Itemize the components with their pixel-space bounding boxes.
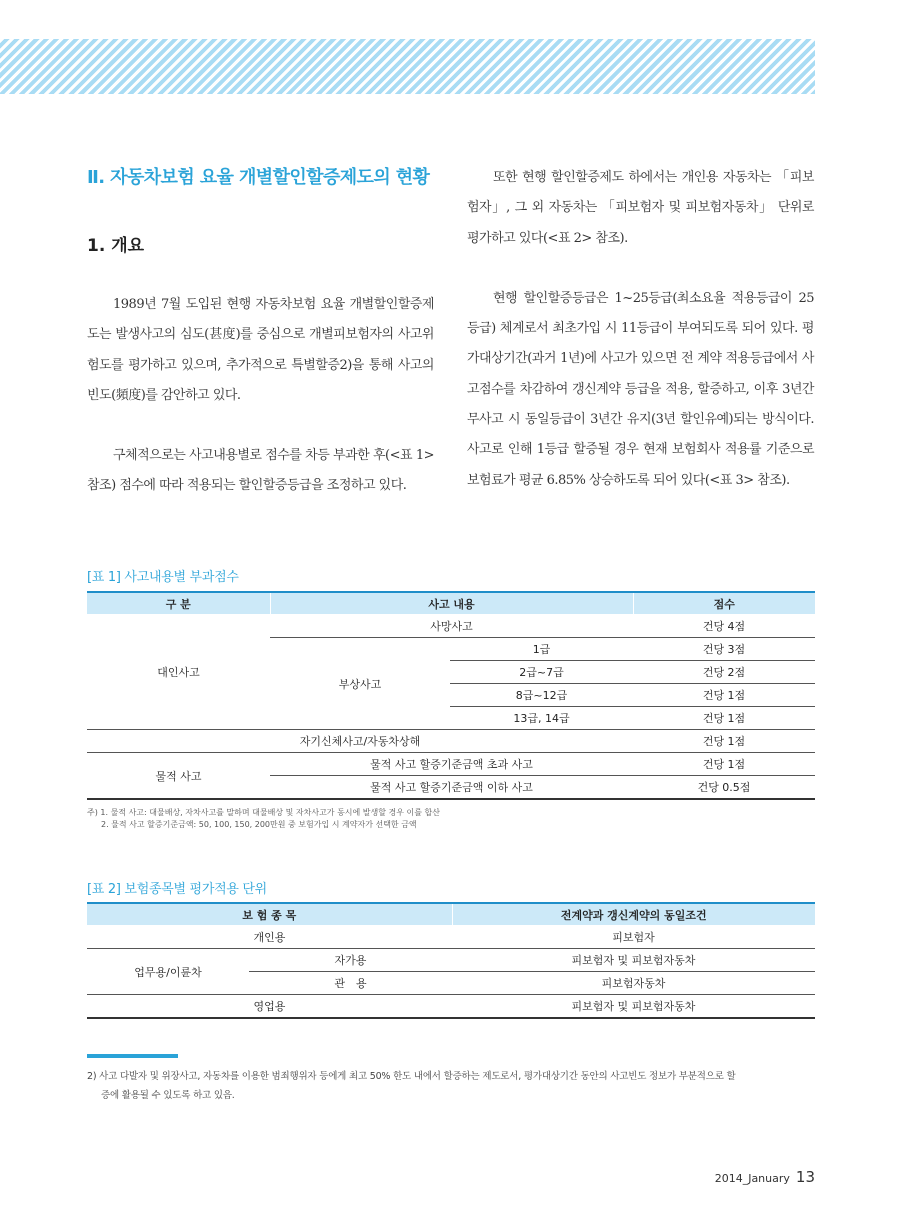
table2-personal-type: 개인용 bbox=[87, 926, 452, 949]
table2-commercial-condition: 피보험자 및 피보험자동차 bbox=[452, 995, 815, 1019]
table2-business-condition: 피보험자 및 피보험자동차 bbox=[452, 949, 815, 972]
subsection-title: 1. 개요 bbox=[87, 236, 145, 256]
right-paragraph-1: 또한 현행 할인할증제도 하에서는 개인용 자동차는 「피보험자」, 그 외 자동차는 「피보험자 및 피보험자동차」 단위로 평가하고 있다(<표 2> 참조). bbox=[467, 170, 814, 246]
table1-group-property: 물적 사고 bbox=[87, 753, 270, 800]
right-column bbox=[467, 163, 814, 496]
table-row bbox=[87, 730, 815, 753]
table1-header-score: 점수 bbox=[633, 592, 815, 615]
table2-business-type: 관 용 bbox=[249, 972, 452, 995]
page-footer bbox=[715, 1168, 815, 1186]
table2-business-condition: 피보험자동차 bbox=[452, 972, 815, 995]
table1-property-content: 물적 사고 할증기준금액 초과 사고 bbox=[270, 753, 633, 776]
left-paragraph-2: 구체적으로는 사고내용별로 점수를 차등 부과한 후(<표 1> 참조) 점수에 따라 적용되는 할인할증등급을 조정하고 있다. bbox=[87, 448, 434, 494]
table2-group-business: 업무용/이륜차 bbox=[87, 949, 249, 995]
table-row bbox=[87, 753, 815, 776]
table2-commercial-type: 영업용 bbox=[87, 995, 452, 1019]
left-column bbox=[87, 163, 434, 502]
table2-personal-condition: 피보험자 bbox=[452, 926, 815, 949]
table-row bbox=[87, 615, 815, 638]
table1-note-2: 2. 물적 사고 할증기준금액: 50, 100, 150, 200만원 중 보험가입 시 계약자가 선택한 금액 bbox=[101, 820, 417, 829]
table1-notes bbox=[87, 807, 440, 831]
table1-note-1: 주) 1. 물적 사고: 대물배상, 자차사고를 말하며 대물배상 및 자차사고가 동시에 발생할 경우 이를 합산 bbox=[87, 808, 440, 817]
table1-self-score: 건당 1점 bbox=[633, 730, 815, 753]
footnote-rule bbox=[87, 1054, 178, 1058]
table2-business-type: 자가용 bbox=[249, 949, 452, 972]
table1-injury-grade: 8급~12급 bbox=[450, 684, 633, 707]
left-paragraph-1: 1989년 7월 도입된 현행 자동차보험 요율 개별할인할증제도는 발생사고의 심도(甚度)를 중심으로 개별피보험자의 사고위험도를 평가하고 있으며, 추가적으로 특별할증2)을 통해 사고의 빈도(頻度)를 감안하고 있다. bbox=[87, 297, 434, 403]
table2-header-type: 보 험 종 목 bbox=[87, 903, 452, 926]
table1 bbox=[87, 591, 815, 800]
table2-header-row bbox=[87, 903, 815, 926]
table-row bbox=[87, 949, 815, 972]
table1-property-score: 건당 0.5점 bbox=[633, 776, 815, 800]
table2-caption: [표 2] 보험종목별 평가적용 단위 bbox=[87, 882, 267, 897]
table1-injury-score: 건당 2점 bbox=[633, 661, 815, 684]
page-number: 13 bbox=[795, 1168, 815, 1186]
table1-injury-score: 건당 1점 bbox=[633, 684, 815, 707]
table1-header-category: 구 분 bbox=[87, 592, 270, 615]
table1-death-score: 건당 4점 bbox=[633, 615, 815, 638]
decorative-header-band bbox=[0, 39, 815, 94]
table-row bbox=[87, 995, 815, 1019]
table-row bbox=[87, 926, 815, 949]
table1-injury-grade: 13급, 14급 bbox=[450, 707, 633, 730]
table1-group-injury: 대인사고 bbox=[87, 615, 270, 730]
table1-injury-label: 부상사고 bbox=[270, 638, 450, 730]
footnote-line-1: 2) 사고 다발자 및 위장사고, 자동차를 이용한 범죄행위자 등에게 최고 50% 한도 내에서 할증하는 제도로서, 평가대상기간 동안의 사고빈도 정보가 부분적으로 할 bbox=[87, 1071, 736, 1082]
table1-injury-score: 건당 1점 bbox=[633, 707, 815, 730]
table1-header-content: 사고 내용 bbox=[270, 592, 633, 615]
issue-label: 2014_January bbox=[714, 1172, 790, 1185]
table1-death-content: 사망사고 bbox=[270, 615, 633, 638]
table1-caption: [표 1] 사고내용별 부과점수 bbox=[87, 570, 239, 585]
table1-injury-grade: 2급~7급 bbox=[450, 661, 633, 684]
right-paragraph-2: 현행 할인할증등급은 1~25등급(최소요율 적용등급이 25등급) 체계로서 최초가입 시 11등급이 부여되도록 되어 있다. 평가대상기간(과거 1년)에 사고가 있으면 전 계약 적용등급에서 사고점수를 차감하여 갱신계약 등급을 적용, 할증하고, 이후 3년간 무사고 시 동일등급이 3년간 유지(3년 할인유예)되는 방식이다. 사고로 인해 1등급 할증될 경우 현재 보험회사 적용률 기준으로 보험료가 평균 6.85% 상승하도록 되어 있다(<표 3> 참조). bbox=[467, 290, 814, 488]
table1-self-content: 자기신체사고/자동차상해 bbox=[87, 730, 633, 753]
footnote bbox=[87, 1067, 815, 1105]
table2-header-condition: 전계약과 갱신계약의 동일조건 bbox=[452, 903, 815, 926]
table1-header-row bbox=[87, 592, 815, 615]
table1-property-score: 건당 1점 bbox=[633, 753, 815, 776]
section-title: Ⅱ. 자동차보험 요율 개별할인할증제도의 현황 bbox=[87, 167, 430, 188]
table2 bbox=[87, 902, 815, 1019]
table1-injury-score: 건당 3점 bbox=[633, 638, 815, 661]
table1-injury-grade: 1급 bbox=[450, 638, 633, 661]
table1-property-content: 물적 사고 할증기준금액 이하 사고 bbox=[270, 776, 633, 800]
footnote-line-2: 증에 활용될 수 있도록 하고 있음. bbox=[101, 1090, 235, 1101]
